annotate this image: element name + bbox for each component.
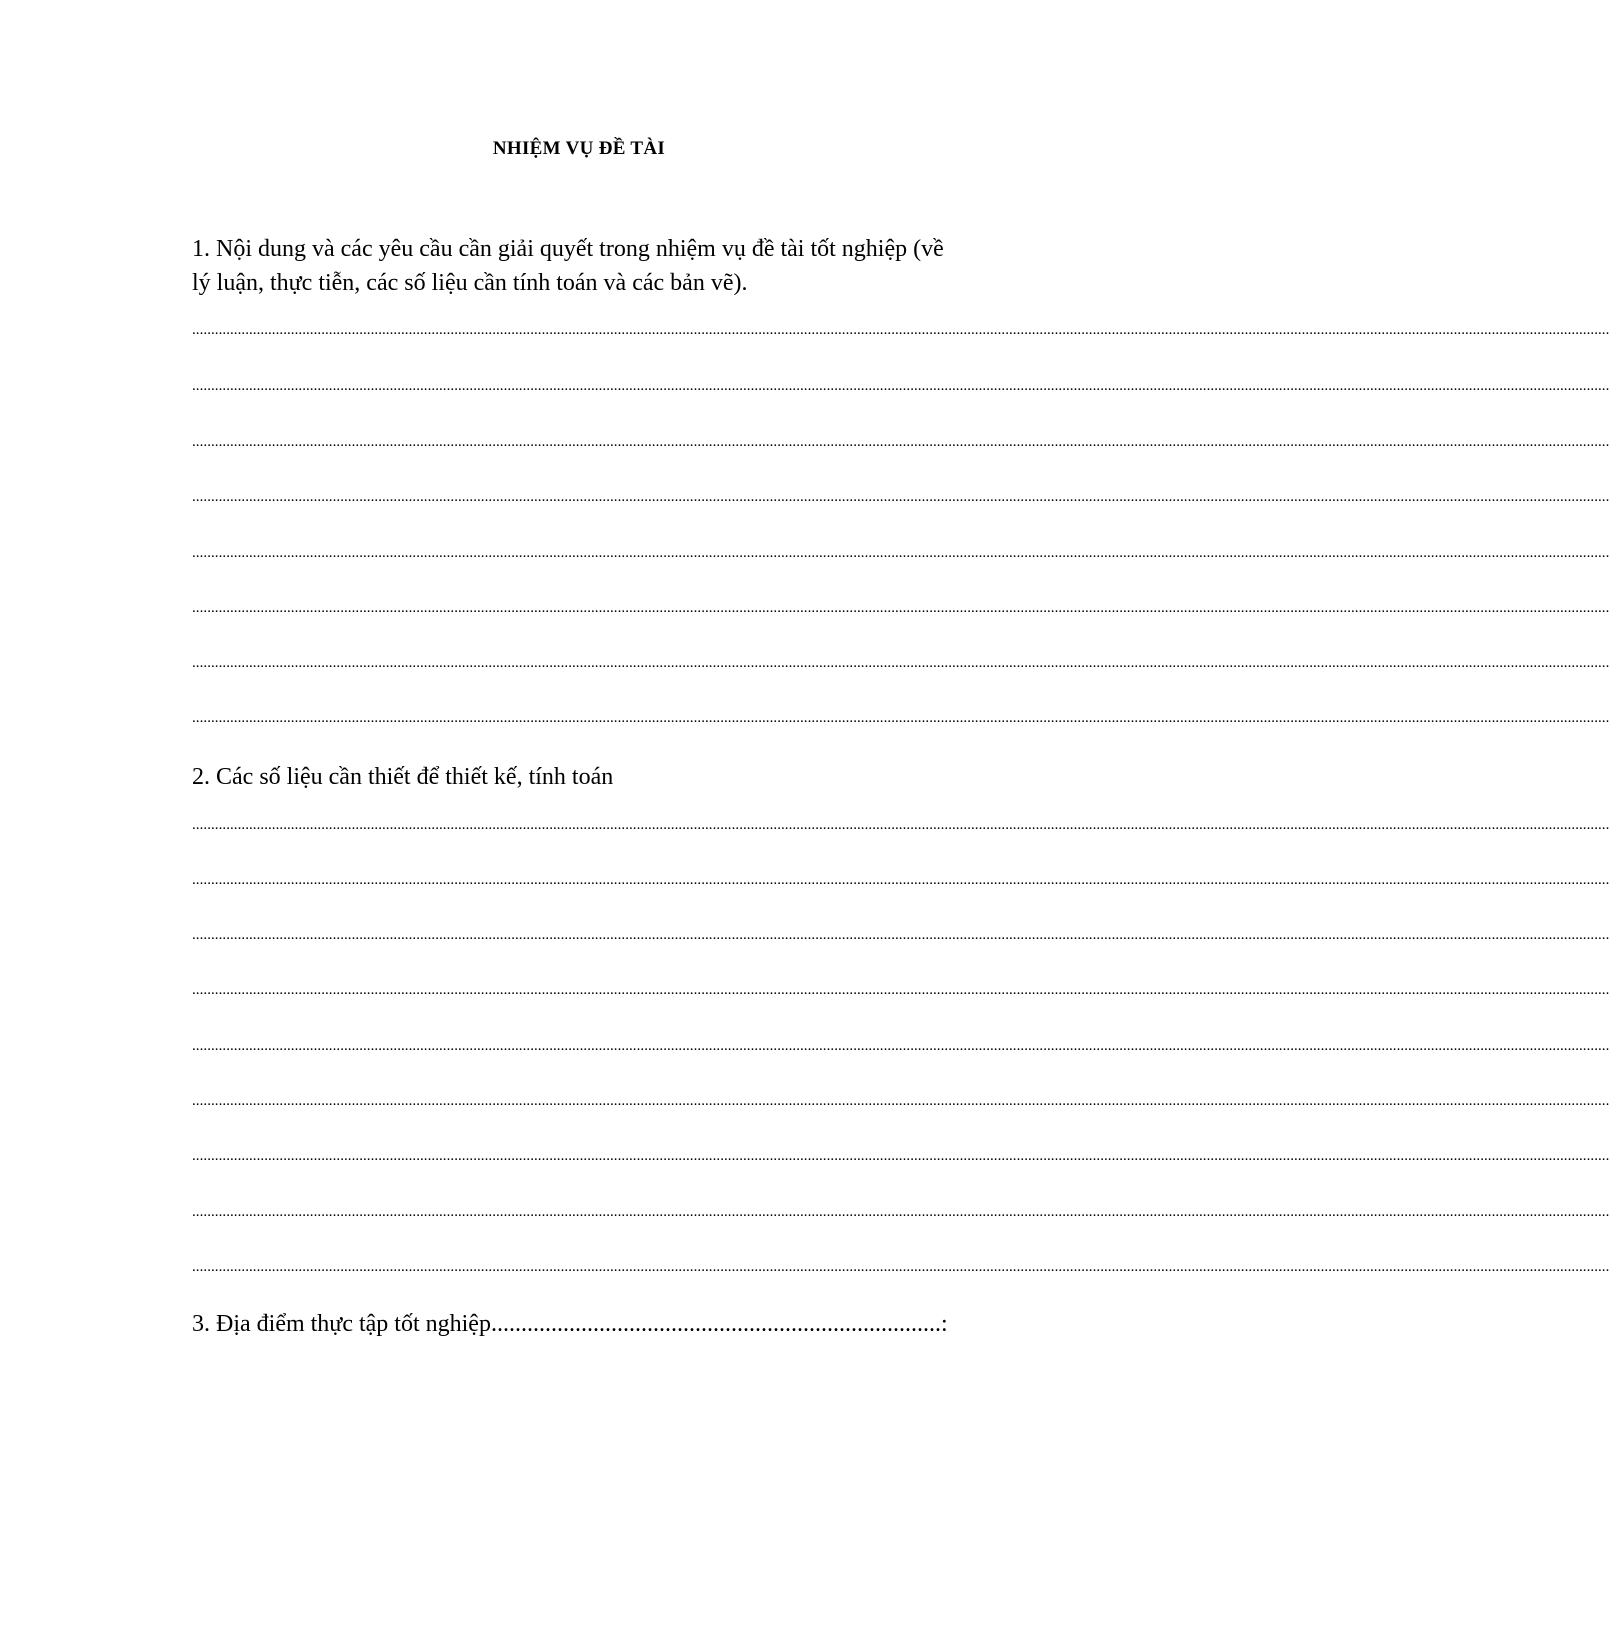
blank-line[interactable]: ..................................................................................................................................................................................................................................................................................................................................................................................... (192, 545, 1609, 561)
blank-line[interactable]: ..................................................................................................................................................................................................................................................................................................................................................................................... (192, 1204, 1609, 1220)
page-title: NHIỆM VỤ ĐỀ TÀI (492, 138, 666, 159)
blank-line[interactable]: ..................................................................................................................................................................................................................................................................................................................................................................................... (192, 1259, 1609, 1275)
section-1-line-2: lý luận, thực tiễn, các số liệu cần tính toán và các bản vẽ). (192, 270, 748, 296)
blank-line[interactable]: ..................................................................................................................................................................................................................................................................................................................................................................................... (192, 434, 1609, 450)
blank-line[interactable]: ..................................................................................................................................................................................................................................................................................................................................................................................... (192, 655, 1609, 671)
section-2-heading: 2. Các số liệu cần thiết để thiết kế, tính toán (192, 764, 614, 790)
blank-line[interactable]: ..................................................................................................................................................................................................................................................................................................................................................................................... (192, 378, 1609, 394)
blank-line[interactable]: ..................................................................................................................................................................................................................................................................................................................................................................................... (192, 489, 1609, 505)
blank-line[interactable]: ..................................................................................................................................................................................................................................................................................................................................................................................... (192, 710, 1609, 726)
blank-line[interactable]: ..................................................................................................................................................................................................................................................................................................................................................................................... (192, 600, 1609, 616)
blank-line[interactable]: ..................................................................................................................................................................................................................................................................................................................................................................................... (192, 322, 1609, 338)
blank-line[interactable]: ..................................................................................................................................................................................................................................................................................................................................................................................... (192, 982, 1609, 998)
blank-line[interactable]: ..................................................................................................................................................................................................................................................................................................................................................................................... (192, 1093, 1609, 1109)
blank-line[interactable]: ..................................................................................................................................................................................................................................................................................................................................................................................... (192, 1148, 1609, 1164)
blank-line[interactable]: ..................................................................................................................................................................................................................................................................................................................................................................................... (192, 817, 1609, 833)
blank-line[interactable]: ..................................................................................................................................................................................................................................................................................................................................................................................... (192, 1038, 1609, 1054)
blank-line[interactable]: ..................................................................................................................................................................................................................................................................................................................................................................................... (192, 927, 1609, 943)
section-1-line-1: 1. Nội dung và các yêu cầu cần giải quyết trong nhiệm vụ đề tài tốt nghiệp (về (192, 236, 944, 262)
section-3-internship-location: 3. Địa điểm thực tập tốt nghiệp...........................................................................: (192, 1311, 948, 1337)
blank-line[interactable]: ..................................................................................................................................................................................................................................................................................................................................................................................... (192, 872, 1609, 888)
